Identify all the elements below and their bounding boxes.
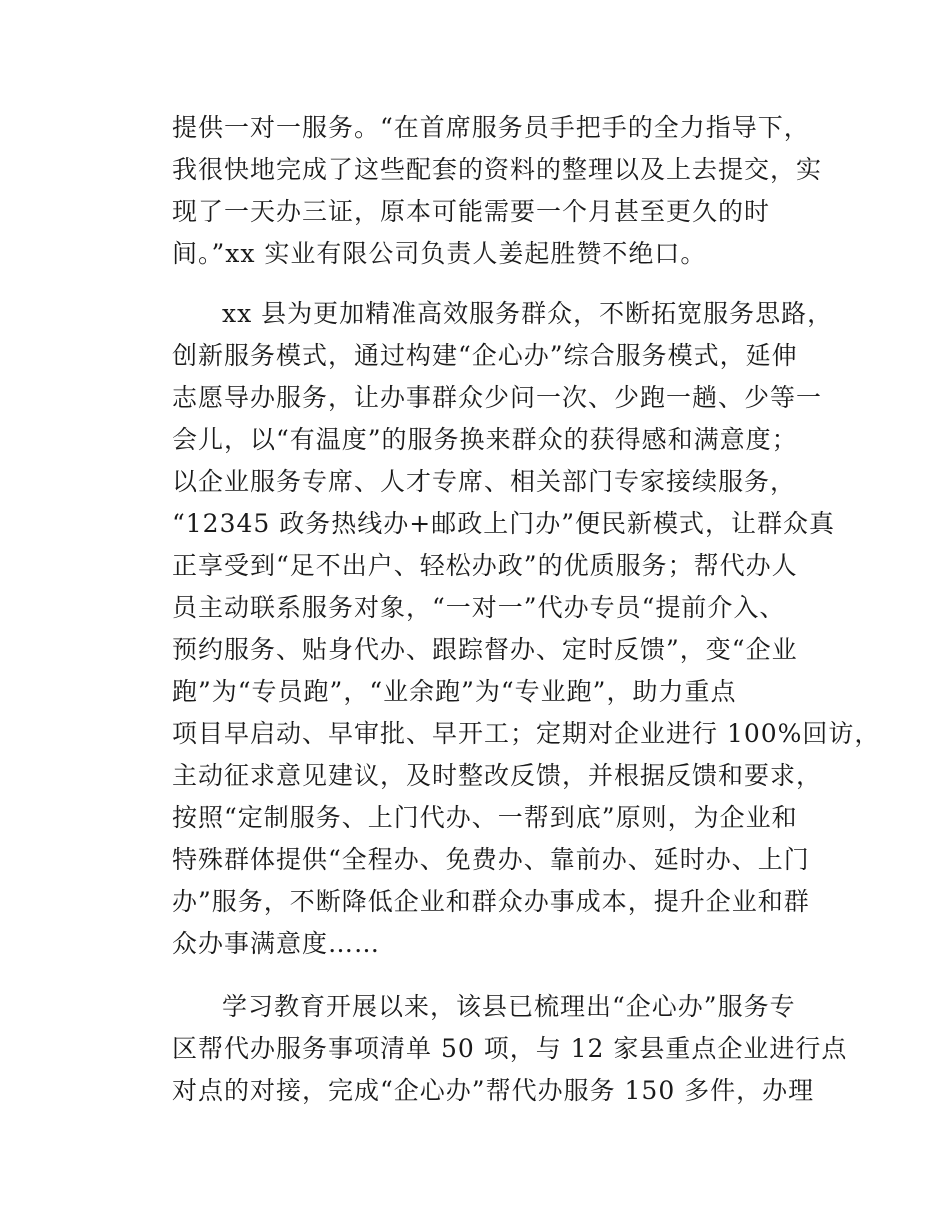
paragraph-line: 现了一天办三证，原本可能需要一个月甚至更久的时: [172, 197, 771, 226]
paragraph-line: 正享受到“足不出户、轻松办政”的优质服务；帮代办人: [172, 551, 798, 580]
paragraph-line: 主动征求意见建议，及时整改反馈，并根据反馈和要求，: [172, 761, 823, 790]
paragraph-line: 项目早启动、早审批、早开工；定期对企业进行 100%回访，: [172, 719, 881, 748]
paragraph-line: 特殊群体提供“全程办、免费办、靠前办、延时办、上门: [172, 845, 810, 874]
paragraph-line: 提供一对一服务。“在首席服务员手把手的全力指导下，: [172, 113, 810, 142]
paragraph-line: 办”服务，不断降低企业和群众办事成本，提升企业和群: [172, 887, 810, 916]
paragraph-line: 众办事满意度……: [172, 929, 381, 958]
paragraph-line: 区帮代办服务事项清单 50 项，与 12 家县重点企业进行点: [172, 1034, 848, 1063]
paragraph-first-line: xx 县为更加精准高效服务群众，不断拓宽服务思路，: [222, 299, 834, 328]
paragraph-1: [172, 107, 823, 275]
paragraph-first-line: 学习教育开展以来，该县已梳理出“企心办”服务专: [222, 992, 796, 1021]
paragraph-line: 我很快地完成了这些配套的资料的整理以及上去提交，实: [172, 155, 823, 184]
paragraph-line: 会儿，以“有温度”的服务换来群众的获得感和满意度；: [172, 425, 798, 454]
paragraph-line: 员主动联系服务对象，“一对一”代办专员“提前介入、: [172, 593, 786, 622]
paragraph-2: [172, 293, 881, 965]
paragraph-line: 按照“定制服务、上门代办、一帮到底”原则，为企业和: [172, 803, 798, 832]
paragraph-line: 以企业服务专席、人才专席、相关部门专家接续服务，: [172, 467, 797, 496]
paragraph-line: 预约服务、贴身代办、跟踪督办、定时反馈”，变“企业: [172, 635, 798, 664]
paragraph-line: 间。”xx 实业有限公司负责人姜起胜赞不绝口。: [172, 239, 707, 268]
paragraph-line: 创新服务模式，通过构建“企心办”综合服务模式，延伸: [172, 341, 798, 370]
paragraph-line: 志愿导办服务，让办事群众少问一次、少跑一趟、少等一: [172, 383, 823, 412]
paragraph-line: 对点的对接，完成“企心办”帮代办服务 150 多件，办理: [172, 1076, 815, 1105]
paragraph-3: [172, 986, 848, 1112]
paragraph-line: “12345 政务热线办+邮政上门办”便民新模式，让群众真: [172, 509, 835, 538]
paragraph-line: 跑”为“专员跑”，“业余跑”为“专业跑”，助力重点: [172, 677, 737, 706]
